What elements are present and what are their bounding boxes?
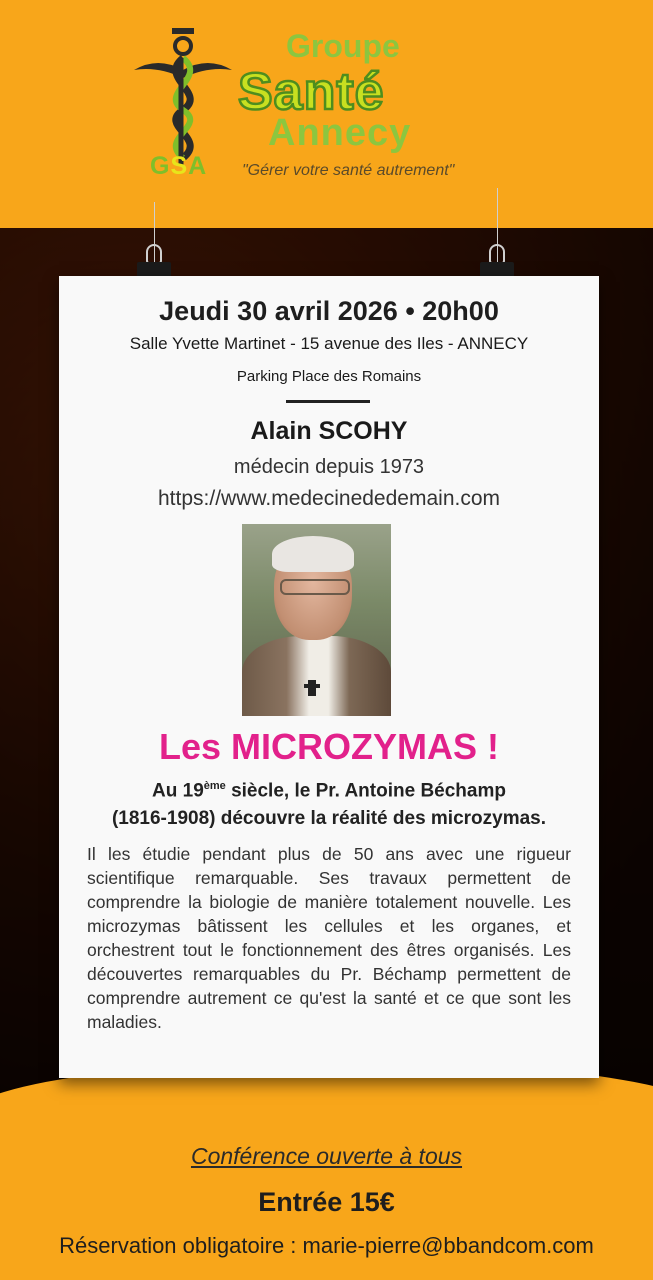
clip-ring-right-icon xyxy=(489,244,505,264)
brand-line-groupe: Groupe xyxy=(286,28,400,64)
talk-subtitle-line1: Au 19ème siècle, le Pr. Antoine Béchamp xyxy=(152,780,506,802)
event-venue: Salle Yvette Martinet - 15 avenue des Iles - ANNECY xyxy=(129,334,529,353)
clip-ring-left-icon xyxy=(146,244,162,264)
reservation-contact[interactable]: Réservation obligatoire : marie-pierre@bbandcom.com xyxy=(59,1233,594,1258)
speaker-name: Alain SCOHY xyxy=(250,417,408,445)
brand-line-annecy: Annecy xyxy=(268,112,412,154)
entry-price: Entrée 15€ xyxy=(258,1187,395,1217)
talk-title: Les MICROZYMAS ! xyxy=(158,726,499,767)
open-to-all-text: Conférence ouverte à tous xyxy=(190,1143,463,1169)
event-poster xyxy=(59,276,599,1078)
talk-description: Il les étudie pendant plus de 50 ans avec une rigueur scientifique remarquable. Ses travaux permettent de comprendre la biologie de manière totalement nouvelle. Les microzymas bâtissent les cellules et les organes, et orchestrent tout le fonctionnement des êtres organisés. Les découvertes remarquables du Pr. Béchamp permettent de comprendre autrement ce qu'est la santé et ce que sont les maladies. xyxy=(87,844,571,1032)
speaker-website-link[interactable]: https://www.medecinededemain.com xyxy=(158,487,500,510)
gsa-initials: GSA xyxy=(150,152,208,180)
event-parking: Parking Place des Romains xyxy=(236,368,422,385)
speaker-role: médecin depuis 1973 xyxy=(233,456,425,478)
header-banner xyxy=(0,0,653,235)
tagline: "Gérer votre santé autrement" xyxy=(242,162,455,179)
speaker-photo xyxy=(242,524,391,716)
talk-subtitle-line2: (1816-1908) découvre la réalité des microzymas. xyxy=(111,808,547,829)
cross-pendant-icon xyxy=(308,680,316,696)
brand-line-sante: Santé xyxy=(238,63,385,121)
divider xyxy=(286,400,370,403)
event-date-time: Jeudi 30 avril 2026 • 20h00 xyxy=(159,296,499,326)
